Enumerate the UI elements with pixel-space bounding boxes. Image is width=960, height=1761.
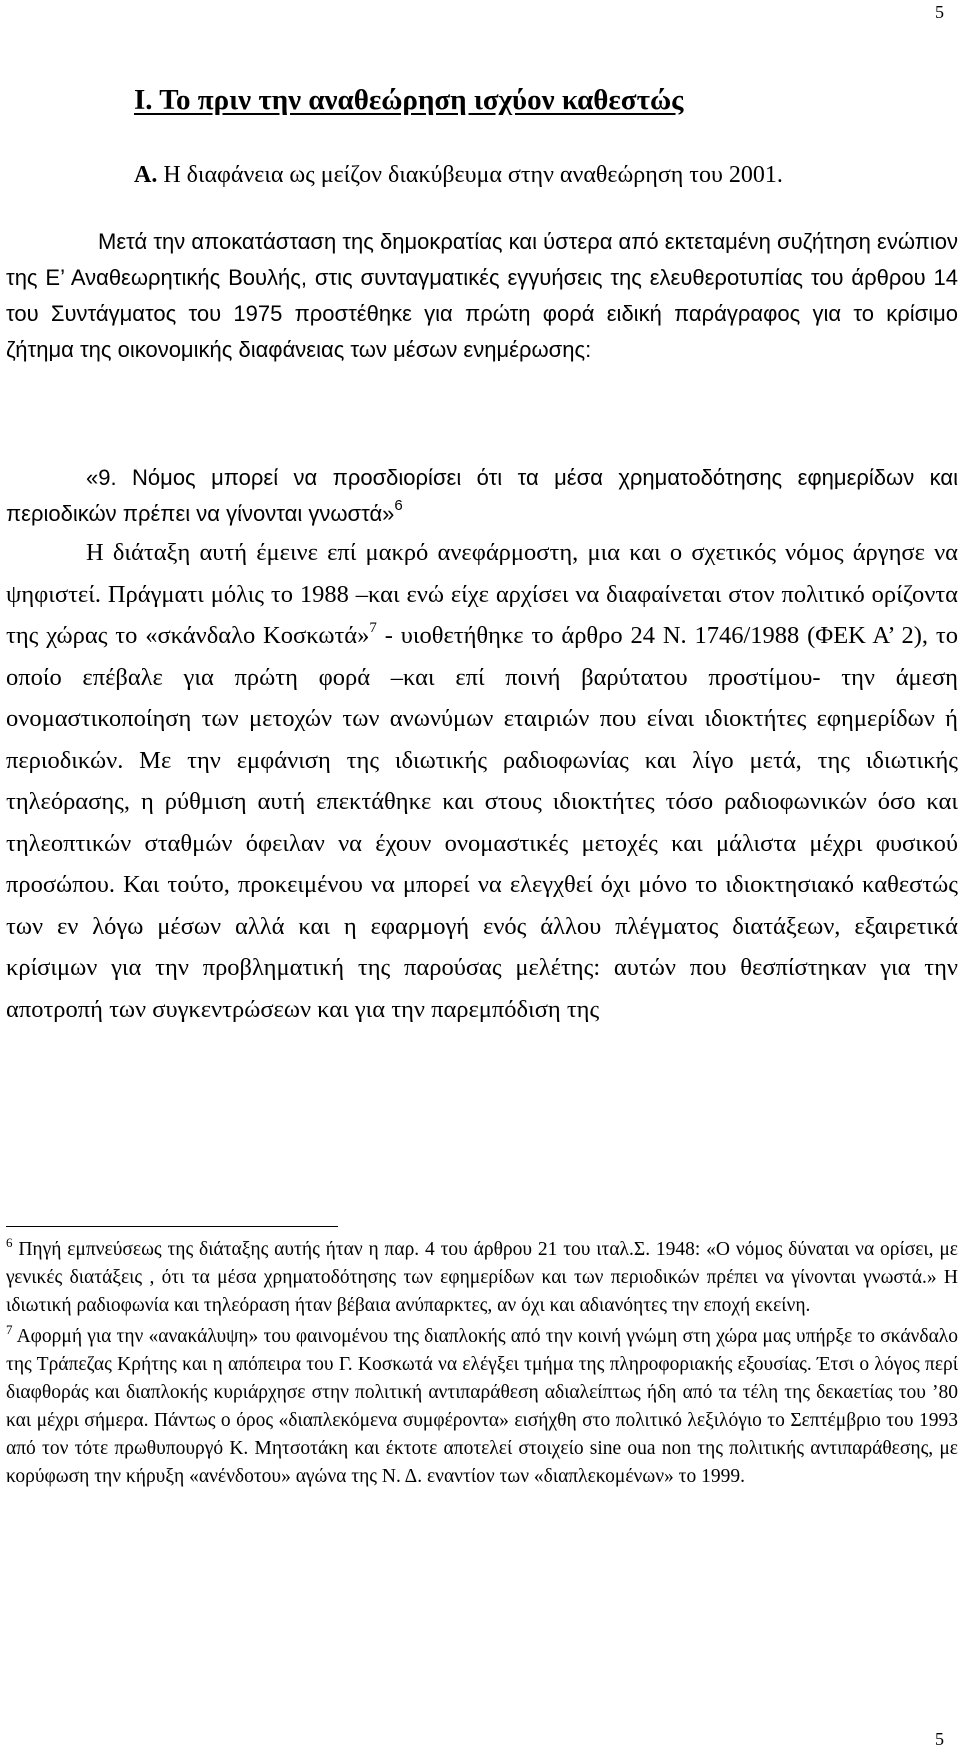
paragraph-2-part-2: - υιοθετήθηκε το άρθρο 24 Ν. 1746/1988 (ΦΕΚ Α’ 2), το οποίο επέβαλε για πρώτη φορά –και επί ποινή βαρύτατου προστίμου- την άμεση ονομαστικοποίηση των μετοχών των ανωνύμων εταιριών που είναι ιδιοκτήτες εφημερίδων ή περιοδικών. Με την εμφάνιση της ιδιωτικής ραδιοφωνίας και λίγο μετά, της ιδιωτικής τηλεόρασης, η ρύθμιση αυτή επεκτάθηκε και στους ιδιοκτήτες τόσο ραδιοφωνικών όσο και τηλεοπτικών σταθμών όφειλαν να έχουν ονομαστικές μετοχές και μάλιστα μέχρι φυσικού προσώπου. Και τούτο, προκειμένου να μπορεί να ελεγχθεί όχι μόνο το ιδιοκτησιακό καθεστώς των εν λόγω μέσων αλλά και η εφαρμογή ενός άλλου πλέγματος διατάξεων, εξαιρετικά κρίσιμων για την προβληματική της παρούσας μελέτης: αυτών που θεσπίστηκαν για την αποτροπή των συγκεντρώσεων και για την παρεμπόδιση της (6, 622, 958, 1023)
subsection-letter: Α. (134, 162, 158, 188)
paragraph-2-part-1: Η διάταξη αυτή έμεινε επί μακρό ανεφάρμοστη, μια και ο σχετικός νόμος άργησε να ψηφιστεί. Πράγματι μόλις το 1988 –και ενώ είχε αρχίσει να διαφαίνεται στον πολιτικό ορίζοντα της χώρας το «σκάνδαλο Κοσκωτά» (6, 539, 958, 649)
subsection-text: Η διαφάνεια ως μείζον διακύβευμα στην αναθεώρηση του 2001. (163, 162, 783, 188)
section-title: Ι. Το πριν την αναθεώρηση ισχύον καθεστώς (134, 84, 684, 116)
footnote-6-text: Πηγή εμπνεύσεως της διάταξης αυτής ήταν η παρ. 4 του άρθρου 21 του ιταλ.Σ. 1948: «Ο νόμος δύναται να ορίσει, με γενικές διατάξεις , ότι τα μέσα χρηματοδότησης των εφημερίδων και των περιοδικών πρέπει να γίνονται γνωστά.» Η ιδιωτική ραδιοφωνία και τηλεόραση ήταν βέβαια ανύπαρκτες, αν όχι και αδιανόητες την εποχή εκείνη. (6, 1239, 958, 1316)
subsection-title (134, 162, 783, 189)
footnote-ref-7: 7 (369, 620, 377, 636)
page-number-bottom: 5 (935, 1729, 944, 1749)
footnote-7 (6, 1323, 958, 1491)
paragraph-constitutional-amendment: Μετά την αποκατάσταση της δημοκρατίας και ύστερα από εκτεταμένη συζήτηση ενώπιον της Ε’ Αναθεωρητικής Βουλής, στις συνταγματικές εγγυήσεις της ελευθεροτυπίας του άρθρου 14 του Συντάγματος του 1975 προστέθηκε για πρώτη φορά ειδική παράγραφος για το κρίσιμο ζήτημα της οικονομικής διαφάνειας των μέσων ενημέρωσης: (6, 229, 958, 362)
page-number-top: 5 (935, 2, 944, 22)
footnote-7-number: 7 (6, 1322, 13, 1337)
footnote-7-text: Αφορμή για την «ανακάλυψη» του φαινομένου της διαπλοκής από την κοινή γνώμη στη χώρα μας υπήρξε το σκάνδαλο της Τράπεζας Κρήτης και η απόπειρα του Γ. Κοσκωτά να ελέγξει τμήμα της πληροφοριακής εξουσίας. Έτσι ο λόγος περί διαφθοράς και διαπλοκής κυριάρχησε στην πολιτική αντιπαράθεση αδιαλείπτως ήδη από τα τέλη της δεκαετίας του ’80 και μέχρι σήμερα. Πάντως ο όρος «διαπλεκόμενα συμφέροντα» εισήχθη στο πολιτικό λεξιλόγιο το Σεπτέμβριο του 1993 από τον τότε πρωθυπουργό Κ. Μητσοτάκη και έκτοτε αποτελεί στοιχείο sine oua non της πολιτικής αντιπαράθεσης, με κορύφωση την κήρυξη «ανένδοτου» αγώνα της Ν. Δ. εναντίον των «διαπλεκομένων» το 1999. (6, 1326, 958, 1487)
paragraph-law-1746-1988 (6, 532, 958, 1030)
footnote-6 (6, 1236, 958, 1320)
footnote-6-number: 6 (6, 1235, 13, 1250)
footnote-separator (6, 1226, 338, 1227)
footnote-ref-6: 6 (394, 497, 403, 514)
footnotes (6, 1236, 958, 1491)
quoted-provision (6, 460, 958, 532)
quoted-provision-text: «9. Νόμος μπορεί να προσδιορίσει ότι τα μέσα χρηματοδότησης εφημερίδων και περιοδικών πρέπει να γίνονται γνωστά» (6, 465, 958, 526)
